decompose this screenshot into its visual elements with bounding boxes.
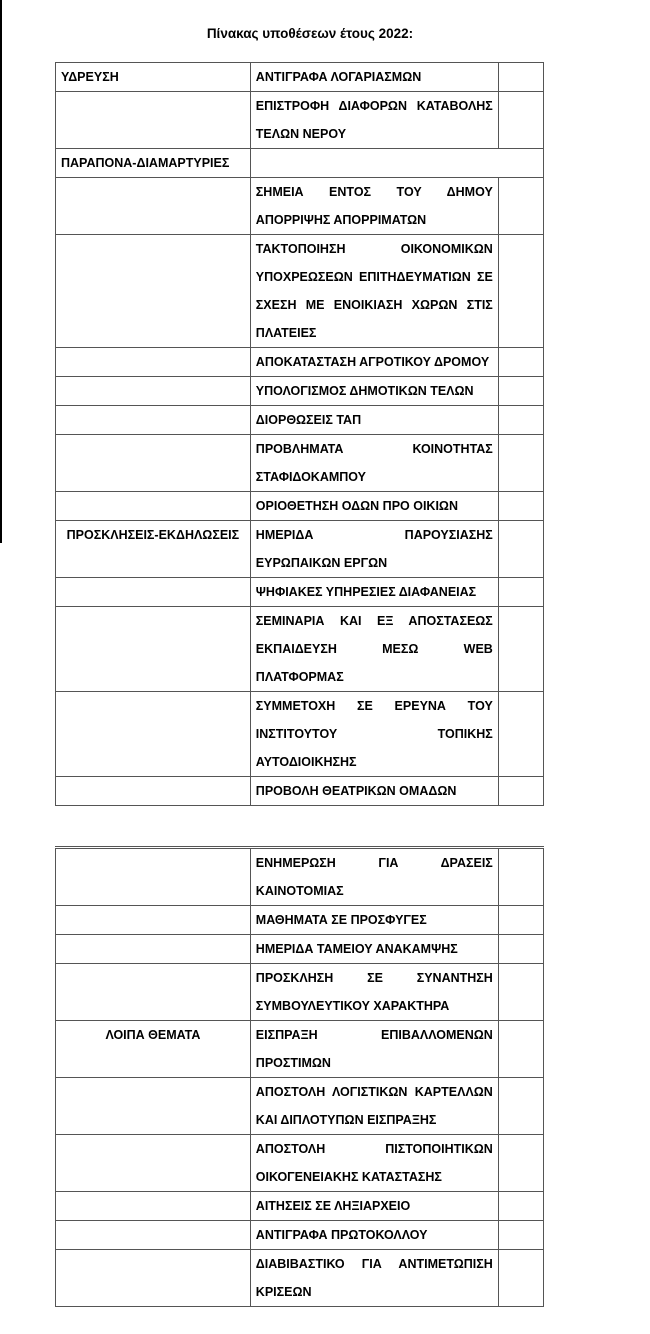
- extra-cell: [498, 1192, 543, 1221]
- item-cell: ΜΑΘΗΜΑΤΑ ΣΕ ΠΡΟΣΦΥΓΕΣ: [250, 906, 498, 935]
- item-cell: ΑΠΟΣΤΟΛΗ ΠΙΣΤΟΠΟΙΗΤΙΚΩΝ ΟΙΚΟΓΕΝΕΙΑΚΗΣ ΚΑΤΑΣΤΑΣΗΣ: [250, 1135, 498, 1192]
- extra-cell: [498, 607, 543, 692]
- category-cell: [56, 777, 251, 806]
- extra-cell: [498, 848, 543, 906]
- extra-cell: [498, 692, 543, 777]
- item-cell: ΨΗΦΙΑΚΕΣ ΥΠΗΡΕΣΙΕΣ ΔΙΑΦΑΝΕΙΑΣ: [250, 578, 498, 607]
- extra-cell: [498, 521, 543, 578]
- extra-cell: [498, 92, 543, 149]
- category-cell: [56, 1135, 251, 1192]
- table-row: [56, 935, 544, 964]
- extra-cell: [498, 1250, 543, 1307]
- item-cell: ΗΜΕΡΙΔΑ ΤΑΜΕΙΟΥ ΑΝΑΚΑΜΨΗΣ: [250, 935, 498, 964]
- extra-cell: [498, 377, 543, 406]
- category-cell: [56, 1078, 251, 1135]
- extra-cell: [498, 964, 543, 1021]
- item-cell: ΠΡΟΣΚΛΗΣΗ ΣΕ ΣΥΝΑΝΤΗΣΗ ΣΥΜΒΟΥΛΕΥΤΙΚΟΥ ΧΑΡΑΚΤΗΡΑ: [250, 964, 498, 1021]
- table-row: [56, 435, 544, 492]
- category-cell: [56, 406, 251, 435]
- extra-cell: [498, 63, 543, 92]
- extra-cell: [498, 906, 543, 935]
- table-row: [56, 607, 544, 692]
- table-row: [56, 1078, 544, 1135]
- table-row: [56, 1221, 544, 1250]
- category-cell: [56, 935, 251, 964]
- table-row: [56, 777, 544, 806]
- extra-cell: [498, 1221, 543, 1250]
- extra-cell: [498, 406, 543, 435]
- category-cell: [56, 1221, 251, 1250]
- table-row: [56, 235, 544, 348]
- item-cell: [250, 149, 543, 178]
- item-cell: ΔΙΑΒΙΒΑΣΤΙΚΟ ΓΙΑ ΑΝΤΙΜΕΤΩΠΙΣΗ ΚΡΙΣΕΩΝ: [250, 1250, 498, 1307]
- item-cell: ΑΙΤΗΣΕΙΣ ΣΕ ΛΗΞΙΑΡΧΕΙΟ: [250, 1192, 498, 1221]
- table-row: [56, 406, 544, 435]
- table-row: [56, 377, 544, 406]
- item-cell: ΣΗΜΕΙΑ ΕΝΤΟΣ ΤΟΥ ΔΗΜΟΥ ΑΠΟΡΡΙΨΗΣ ΑΠΟΡΡΙΜΑΤΩΝ: [250, 178, 498, 235]
- category-cell: [56, 848, 251, 906]
- category-cell: ΠΡΟΣΚΛΗΣΕΙΣ-ΕΚΔΗΛΩΣΕΙΣ: [56, 521, 251, 578]
- category-cell: [56, 435, 251, 492]
- item-cell: ΥΠΟΛΟΓΙΣΜΟΣ ΔΗΜΟΤΙΚΩΝ ΤΕΛΩΝ: [250, 377, 498, 406]
- table-row: [56, 521, 544, 578]
- table-row: [56, 348, 544, 377]
- category-cell: [56, 692, 251, 777]
- cases-table-2: [55, 846, 544, 1307]
- item-cell: ΑΝΤΙΓΡΑΦΑ ΛΟΓΑΡΙΑΣΜΩΝ: [250, 63, 498, 92]
- item-cell: ΣΕΜΙΝΑΡΙΑ ΚΑΙ ΕΞ ΑΠΟΣΤΑΣΕΩΣ ΕΚΠΑΙΔΕΥΣΗ ΜΕΣΩ WEB ΠΛΑΤΦΟΡΜΑΣ: [250, 607, 498, 692]
- extra-cell: [498, 578, 543, 607]
- category-cell: [56, 492, 251, 521]
- extra-cell: [498, 235, 543, 348]
- item-cell: ΕΙΣΠΡΑΞΗ ΕΠΙΒΑΛΛΟΜΕΝΩΝ ΠΡΟΣΤΙΜΩΝ: [250, 1021, 498, 1078]
- extra-cell: [498, 348, 543, 377]
- category-cell: ΥΔΡΕΥΣΗ: [56, 63, 251, 92]
- table-row: [56, 149, 544, 178]
- table-row: [56, 1135, 544, 1192]
- item-cell: ΕΝΗΜΕΡΩΣΗ ΓΙΑ ΔΡΑΣΕΙΣ ΚΑΙΝΟΤΟΜΙΑΣ: [250, 848, 498, 906]
- item-cell: ΠΡΟΒΟΛΗ ΘΕΑΤΡΙΚΩΝ ΟΜΑΔΩΝ: [250, 777, 498, 806]
- category-cell: [56, 578, 251, 607]
- table-row: [56, 1250, 544, 1307]
- item-cell: ΠΡΟΒΛΗΜΑΤΑ ΚΟΙΝΟΤΗΤΑΣ ΣΤΑΦΙΔΟΚΑΜΠΟΥ: [250, 435, 498, 492]
- table-row: [56, 692, 544, 777]
- category-cell: [56, 906, 251, 935]
- table-row: [56, 1021, 544, 1078]
- extra-cell: [498, 492, 543, 521]
- category-cell: ΠΑΡΑΠΟΝΑ-ΔΙΑΜΑΡΤΥΡΙΕΣ: [56, 149, 251, 178]
- item-cell: ΕΠΙΣΤΡΟΦΗ ΔΙΑΦΟΡΩΝ ΚΑΤΑΒΟΛΗΣ ΤΕΛΩΝ ΝΕΡΟΥ: [250, 92, 498, 149]
- extra-cell: [498, 435, 543, 492]
- category-cell: [56, 964, 251, 1021]
- item-cell: ΟΡΙΟΘΕΤΗΣΗ ΟΔΩΝ ΠΡΟ ΟΙΚΙΩΝ: [250, 492, 498, 521]
- item-cell: ΔΙΟΡΘΩΣΕΙΣ ΤΑΠ: [250, 406, 498, 435]
- category-cell: [56, 348, 251, 377]
- category-cell: [56, 377, 251, 406]
- left-margin-rule: [0, 0, 2, 543]
- extra-cell: [498, 777, 543, 806]
- cases-table-1: [55, 62, 544, 806]
- table-row: [56, 492, 544, 521]
- table-row: [56, 964, 544, 1021]
- table-row: [56, 578, 544, 607]
- extra-cell: [498, 178, 543, 235]
- item-cell: ΣΥΜΜΕΤΟΧΗ ΣΕ ΕΡΕΥΝΑ ΤΟΥ ΙΝΣΤΙΤΟΥΤΟΥ ΤΟΠΙΚΗΣ ΑΥΤΟΔΙΟΙΚΗΣΗΣ: [250, 692, 498, 777]
- page-title: Πίνακας υποθέσεων έτους 2022:: [206, 26, 414, 41]
- table-row: [56, 848, 544, 906]
- category-cell: [56, 1250, 251, 1307]
- category-cell: [56, 92, 251, 149]
- extra-cell: [498, 935, 543, 964]
- item-cell: ΑΠΟΣΤΟΛΗ ΛΟΓΙΣΤΙΚΩΝ ΚΑΡΤΕΛΛΩΝ ΚΑΙ ΔΙΠΛΟΤΥΠΩΝ ΕΙΣΠΡΑΞΗΣ: [250, 1078, 498, 1135]
- extra-cell: [498, 1021, 543, 1078]
- category-cell: [56, 178, 251, 235]
- table-row: [56, 178, 544, 235]
- extra-cell: [498, 1135, 543, 1192]
- category-cell: [56, 607, 251, 692]
- item-cell: ΑΝΤΙΓΡΑΦΑ ΠΡΩΤΟΚΟΛΛΟΥ: [250, 1221, 498, 1250]
- category-cell: [56, 235, 251, 348]
- table-row: [56, 906, 544, 935]
- item-cell: ΤΑΚΤΟΠΟΙΗΣΗ ΟΙΚΟΝΟΜΙΚΩΝ ΥΠΟΧΡΕΩΣΕΩΝ ΕΠΙΤΗΔΕΥΜΑΤΙΩΝ ΣΕ ΣΧΕΣΗ ΜΕ ΕΝΟΙΚΙΑΣΗ ΧΩΡΩΝ ΣΤΙΣ ΠΛΑΤΕΙΕΣ: [250, 235, 498, 348]
- item-cell: ΑΠΟΚΑΤΑΣΤΑΣΗ ΑΓΡΟΤΙΚΟΥ ΔΡΟΜΟΥ: [250, 348, 498, 377]
- category-cell: ΛΟΙΠΑ ΘΕΜΑΤΑ: [56, 1021, 251, 1078]
- extra-cell: [498, 1078, 543, 1135]
- table-row: [56, 1192, 544, 1221]
- table-row: [56, 92, 544, 149]
- category-cell: [56, 1192, 251, 1221]
- item-cell: ΗΜΕΡΙΔΑ ΠΑΡΟΥΣΙΑΣΗΣ ΕΥΡΩΠΑΙΚΩΝ ΕΡΓΩΝ: [250, 521, 498, 578]
- table-row: [56, 63, 544, 92]
